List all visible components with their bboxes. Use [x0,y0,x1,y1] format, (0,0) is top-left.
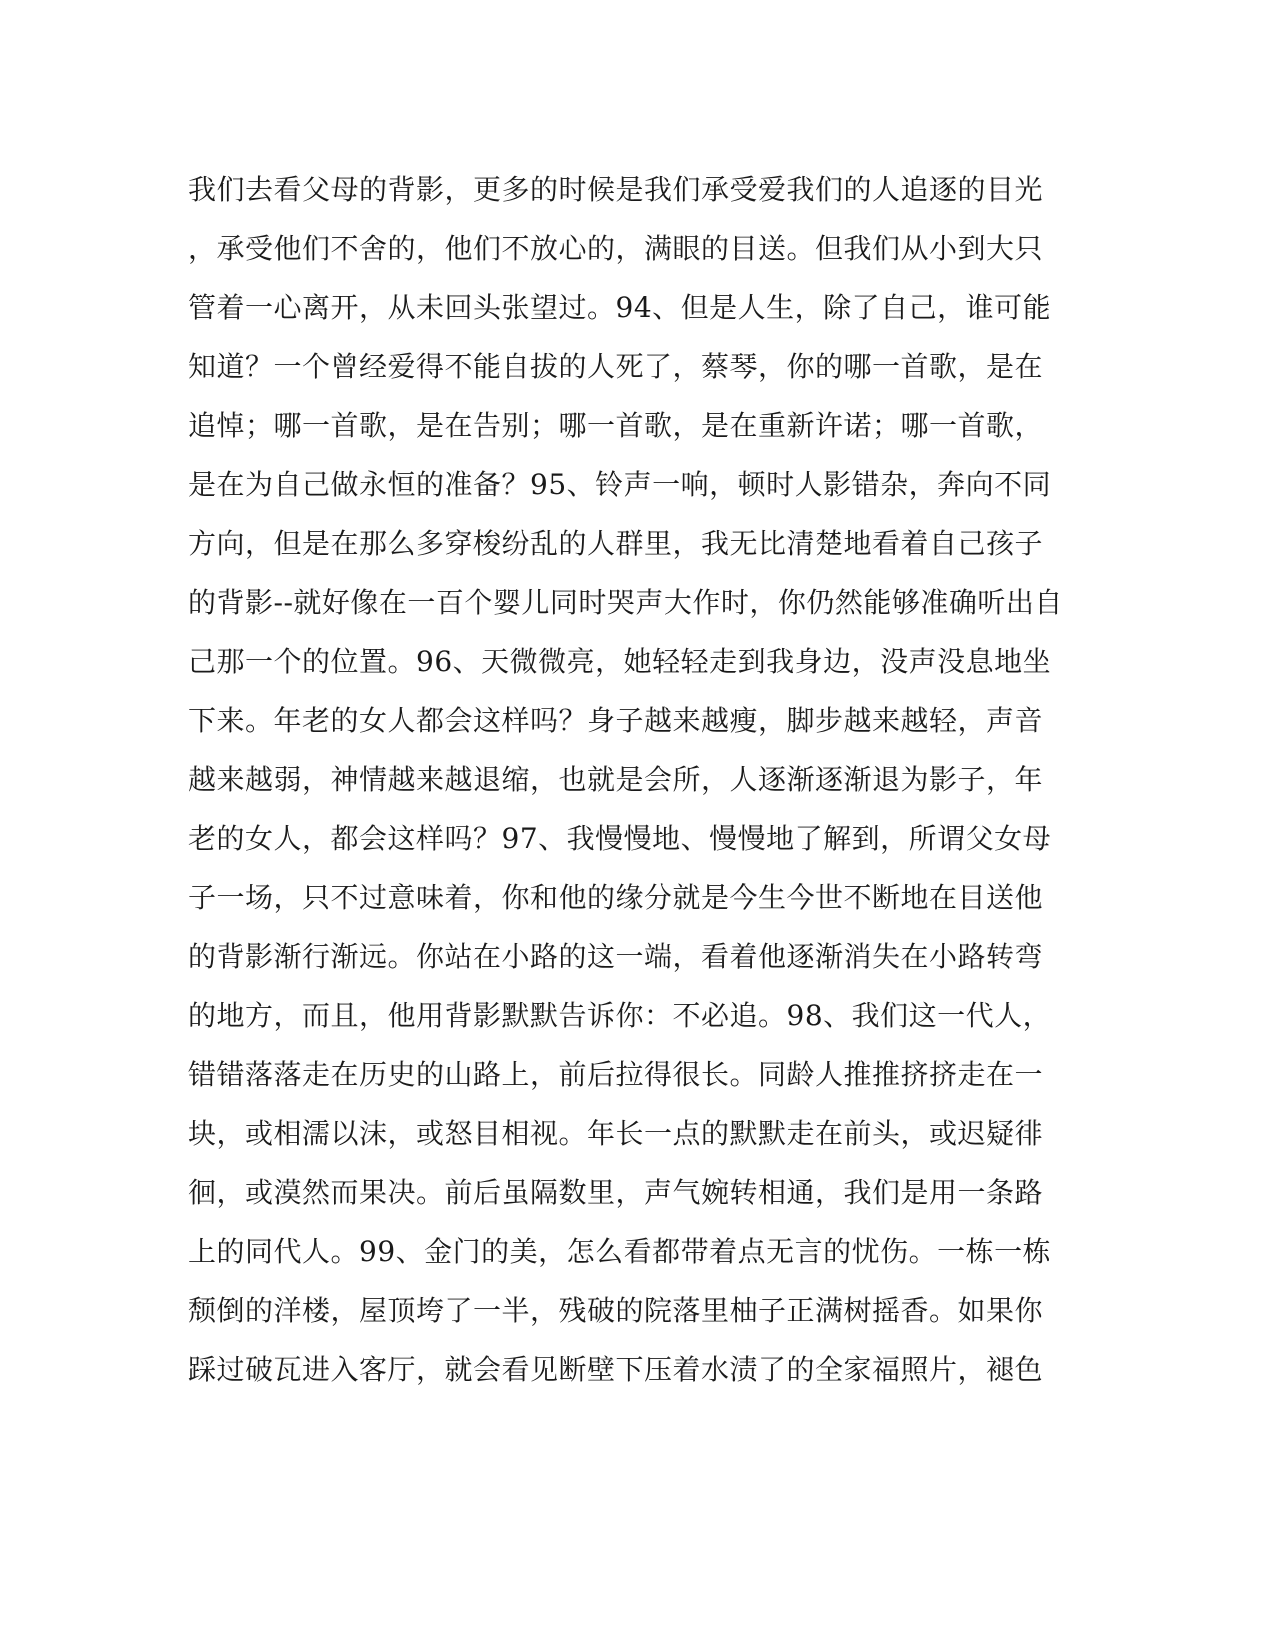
text-line: 的地方，而且，他用背影默默告诉你：不必追。98、我们这一代人， [188,999,1052,1032]
text-line: 管着一心离开，从未回头张望过。94、但是人生，除了自己，谁可能 [188,291,1052,324]
text-line: 错错落落走在历史的山路上，前后拉得很长。同龄人推推挤挤走在一 [188,1058,1044,1091]
text-line: 追悼；哪一首歌，是在告别；哪一首歌，是在重新许诺；哪一首歌， [188,409,1044,442]
text-line: 子一场，只不过意味着，你和他的缘分就是今生今世不断地在目送他 [188,881,1044,914]
text-line: 是在为自己做永恒的准备？95、铃声一响，顿时人影错杂，奔向不同 [188,468,1052,501]
text-line: 踩过破瓦进入客厅，就会看见断壁下压着水渍了的全家福照片，褪色 [188,1353,1044,1386]
text-line: 颓倒的洋楼，屋顶垮了一半，残破的院落里柚子正满树摇香。如果你 [188,1294,1044,1327]
body-text [188,160,1068,1399]
text-line: 我们去看父母的背影，更多的时候是我们承受爱我们的人追逐的目光 [188,173,1044,206]
text-line: 知道？一个曾经爱得不能自拔的人死了，蔡琴，你的哪一首歌，是在 [188,350,1044,383]
text-line: 己那一个的位置。96、天微微亮，她轻轻走到我身边，没声没息地坐 [188,645,1052,678]
text-line: 越来越弱，神情越来越退缩，也就是会所，人逐渐逐渐退为影子，年 [188,763,1044,796]
text-line: 方向，但是在那么多穿梭纷乱的人群里，我无比清楚地看着自己孩子 [188,527,1044,560]
text-line: 的背影渐行渐远。你站在小路的这一端，看着他逐渐消失在小路转弯 [188,940,1044,973]
text-line: 块，或相濡以沫，或怒目相视。年长一点的默默走在前头，或迟疑徘 [188,1117,1044,1150]
text-line: 老的女人，都会这样吗？97、我慢慢地、慢慢地了解到，所谓父女母 [188,822,1052,855]
text-line: 下来。年老的女人都会这样吗？身子越来越瘦，脚步越来越轻，声音 [188,704,1044,737]
text-line: 徊，或漠然而果决。前后虽隔数里，声气婉转相通，我们是用一条路 [188,1176,1044,1209]
text-line: ，承受他们不舍的，他们不放心的，满眼的目送。但我们从小到大只 [188,232,1044,265]
text-line: 上的同代人。99、金门的美，怎么看都带着点无言的忧伤。一栋一栋 [188,1235,1052,1268]
text-line: 的背影--就好像在一百个婴儿同时哭声大作时，你仍然能够准确听出自 [188,586,1063,619]
